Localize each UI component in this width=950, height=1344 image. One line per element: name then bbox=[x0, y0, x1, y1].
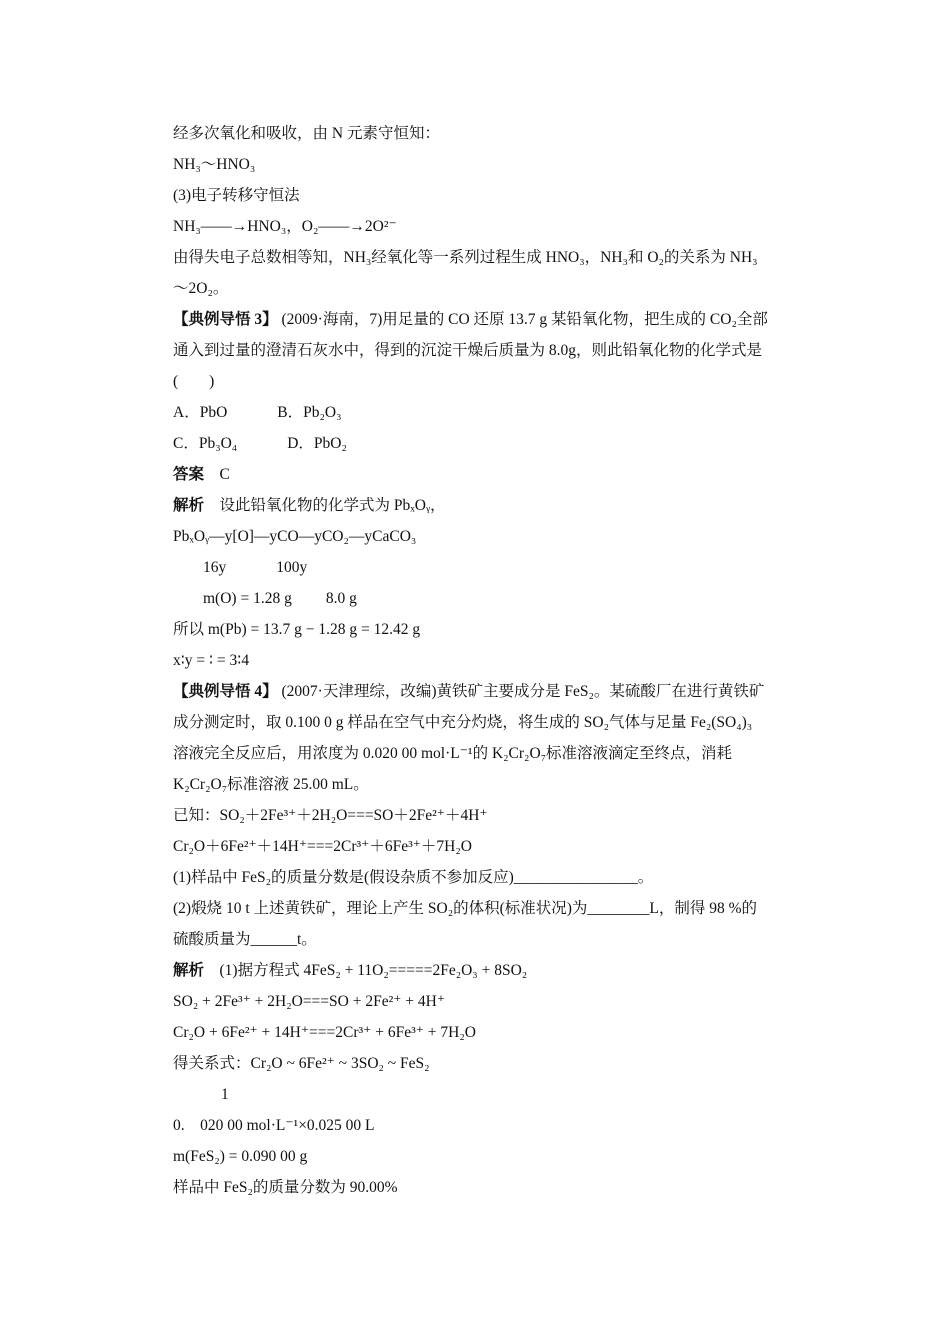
analysis-tag: 解析 bbox=[173, 962, 205, 979]
analysis-tag: 解析 bbox=[173, 497, 205, 514]
text-line: 硫酸质量为______t。 bbox=[173, 931, 317, 948]
text-line: (3)电子转移守恒法 bbox=[173, 187, 300, 204]
choice-d: D．PbO₂ bbox=[287, 435, 347, 452]
choice-b: B．Pb₂O₃ bbox=[277, 404, 342, 421]
text-line: 得关系式：Cr₂O ~ 6Fe²⁺ ~ 3SO₂ ~ FeS₂ bbox=[173, 1055, 430, 1072]
text-line: 1 bbox=[221, 1086, 229, 1103]
text-line: m(FeS₂) = 0.090 00 g bbox=[173, 1148, 308, 1165]
value-left: 16y bbox=[203, 559, 227, 576]
example-text: (2007·天津理综，改编)黄铁矿主要成分是 FeS₂。某硫酸厂在进行黄铁矿 bbox=[277, 683, 765, 700]
choice-c: C．Pb₃O₄ bbox=[173, 435, 238, 452]
value-left: m(O) = 1.28 g bbox=[203, 590, 292, 607]
text-line: 已知：SO₂＋2Fe³⁺＋2H₂O===SO＋2Fe²⁺＋4H⁺ bbox=[173, 807, 488, 824]
text-line: (2)煅烧 10 t 上述黄铁矿，理论上产生 SO₂的体积(标准状况)为________L，制得 98 %的 bbox=[173, 900, 758, 917]
text-line bbox=[203, 589, 357, 609]
text-line: NH₃——→HNO₃，O₂——→2O²⁻ bbox=[173, 218, 397, 235]
value-right: 8.0 g bbox=[325, 590, 357, 607]
choice-a: A．PbO bbox=[173, 404, 228, 421]
text-line: 0. 020 00 mol·L⁻¹×0.025 00 L bbox=[173, 1117, 375, 1134]
text-line: SO₂ + 2Fe³⁺ + 2H₂O===SO + 2Fe²⁺ + 4H⁺ bbox=[173, 993, 446, 1010]
example-tag: 【典例导悟 4】 bbox=[173, 683, 278, 700]
example-tag: 【典例导悟 3】 bbox=[173, 311, 278, 328]
example-text: (2009·海南，7)用足量的 CO 还原 13.7 g 某铅氧化物，把生成的 CO₂全部 bbox=[277, 311, 768, 328]
choice-row bbox=[173, 434, 347, 454]
text-line: 通入到过量的澄清石灰水中，得到的沉淀干燥后质量为 8.0g，则此铅氧化物的化学式是 bbox=[173, 342, 763, 359]
text-line: (1)样品中 FeS₂的质量分数是(假设杂质不参加反应)________________。 bbox=[173, 869, 654, 886]
text-line: Cr₂O＋6Fe²⁺＋14H⁺===2Cr³⁺＋6Fe³⁺＋7H₂O bbox=[173, 838, 472, 855]
answer-line bbox=[173, 465, 230, 485]
example-header-3 bbox=[173, 310, 768, 330]
text-line: 成分测定时，取 0.100 0 g 样品在空气中充分灼烧，将生成的 SO₂气体与足量 Fe₂(SO₄)₃ bbox=[173, 714, 753, 731]
text-line: 溶液完全反应后，用浓度为 0.020 00 mol·L⁻¹的 K₂Cr₂O₇标准溶液滴定至终点，消耗 bbox=[173, 745, 733, 762]
text-line: 由得失电子总数相等知，NH₃经氧化等一系列过程生成 HNO₃，NH₃和 O₂的关系为 NH₃ bbox=[173, 249, 758, 266]
value-right: 100y bbox=[276, 559, 308, 576]
text-line: x∶y = ∶ = 3∶4 bbox=[173, 652, 250, 669]
text-line: 所以 m(Pb) = 13.7 g − 1.28 g = 12.42 g bbox=[173, 621, 421, 638]
analysis-text: (1)据方程式 4FeS₂ + 11O₂=====2Fe₂O₃ + 8SO₂ bbox=[204, 962, 528, 979]
text-line: 经多次氧化和吸收，由 N 元素守恒知： bbox=[173, 125, 440, 142]
text-line: ～2O₂。 bbox=[173, 280, 229, 297]
analysis-line bbox=[173, 496, 446, 516]
text-line: PbₓOᵧ—y[O]—yCO—yCO₂—yCaCO₃ bbox=[173, 528, 417, 545]
answer-text: C bbox=[204, 466, 230, 483]
text-line: K₂Cr₂O₇标准溶液 25.00 mL。 bbox=[173, 776, 369, 793]
choice-row bbox=[173, 403, 341, 423]
example-header-4 bbox=[173, 682, 764, 702]
text-line bbox=[203, 558, 307, 578]
analysis-text: 设此铅氧化物的化学式为 PbₓOᵧ， bbox=[204, 497, 446, 514]
text-line: Cr₂O + 6Fe²⁺ + 14H⁺===2Cr³⁺ + 6Fe³⁺ + 7H₂O bbox=[173, 1024, 476, 1041]
text-line: 样品中 FeS₂的质量分数为 90.00% bbox=[173, 1179, 398, 1196]
answer-tag: 答案 bbox=[173, 466, 205, 483]
text-line: ( ) bbox=[173, 373, 215, 390]
analysis-line bbox=[173, 961, 527, 981]
text-line: NH₃～HNO₃ bbox=[173, 156, 256, 173]
